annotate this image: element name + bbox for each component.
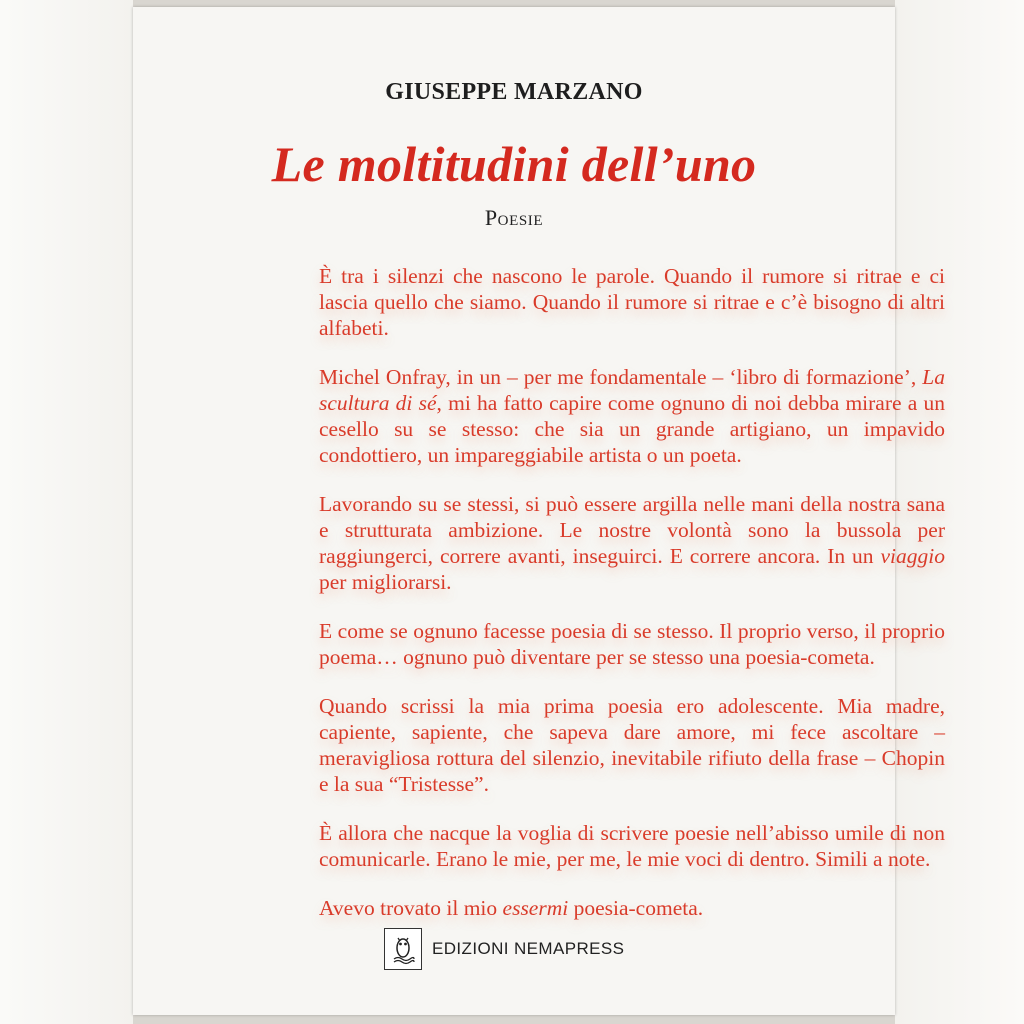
blurb-paragraph-2 <box>319 364 945 468</box>
blurb-paragraph-1: È tra i silenzi che nascono le parole. Quando il rumore si ritrae e ci lascia quello che siamo. Quando il rumore si ritrae e c’è bisogno di altri alfabeti. <box>319 264 945 340</box>
blurb-text-span: Michel Onfray, in un – per me fondamentale – ‘libro di formazione’, <box>319 365 923 389</box>
blurb-paragraph-7 <box>319 895 945 921</box>
book-subtitle: Poesie <box>484 205 544 230</box>
blurb-text-span: per migliorarsi. <box>319 570 452 594</box>
blurb-paragraph-5: Quando scrissi la mia prima poesia ero adolescente. Mia madre, capiente, sapiente, che sapeva dare amore, mi fece ascoltare – meravigliosa rottura del silenzio, inevitabile rifiuto della frase – Chopin e la sua “Tristesse”. <box>319 694 945 796</box>
blurb-text-span: poesia-cometa. <box>568 896 704 920</box>
publisher-name: EDIZIONI NEMAPRESS <box>432 939 625 958</box>
blurb-text-span: Avevo trovato il mio <box>319 896 503 920</box>
blurb-paragraph-6: È allora che nacque la voglia di scrivere poesie nell’abisso umile di non comunicarle. Erano le mie, per me, le mie voci di dentro. Simili a note. <box>319 821 945 871</box>
book-reference: La scultura di sé <box>319 365 945 415</box>
book-spine-left <box>0 0 133 1024</box>
blurb-paragraph-3 <box>319 491 945 595</box>
book-back-cover <box>133 7 946 1015</box>
book-title: Le moltitudini dell’uno <box>271 136 757 192</box>
blurb-paragraph-4: E come se ognuno facesse poesia di se stesso. Il proprio verso, il proprio poema… ognuno può diventare per se stesso una poesia-cometa. <box>319 619 945 669</box>
blurb-text-span: Lavorando su se stessi, si può essere argilla nelle mani della nostra sana e strutturata ambizione. Le nostre volontà sono la bussola per raggiungerci, correre avanti, inseguirci. E correre ancora. In un <box>319 492 945 568</box>
publisher-imprint <box>384 928 624 970</box>
blurb-text <box>319 263 945 944</box>
blurb-text-span: , mi ha fatto capire come ognuno di noi debba mirare a un cesello su se stesso: che sia un grande artigiano, un impavido condottiero, un impareggiabile artista o un poeta. <box>319 391 946 467</box>
emphasis-word: viaggio <box>880 544 945 568</box>
owl-logo-icon <box>384 928 422 970</box>
emphasis-word: essermi <box>502 896 569 920</box>
author-name: GIUSEPPE MARZANO <box>385 79 643 105</box>
